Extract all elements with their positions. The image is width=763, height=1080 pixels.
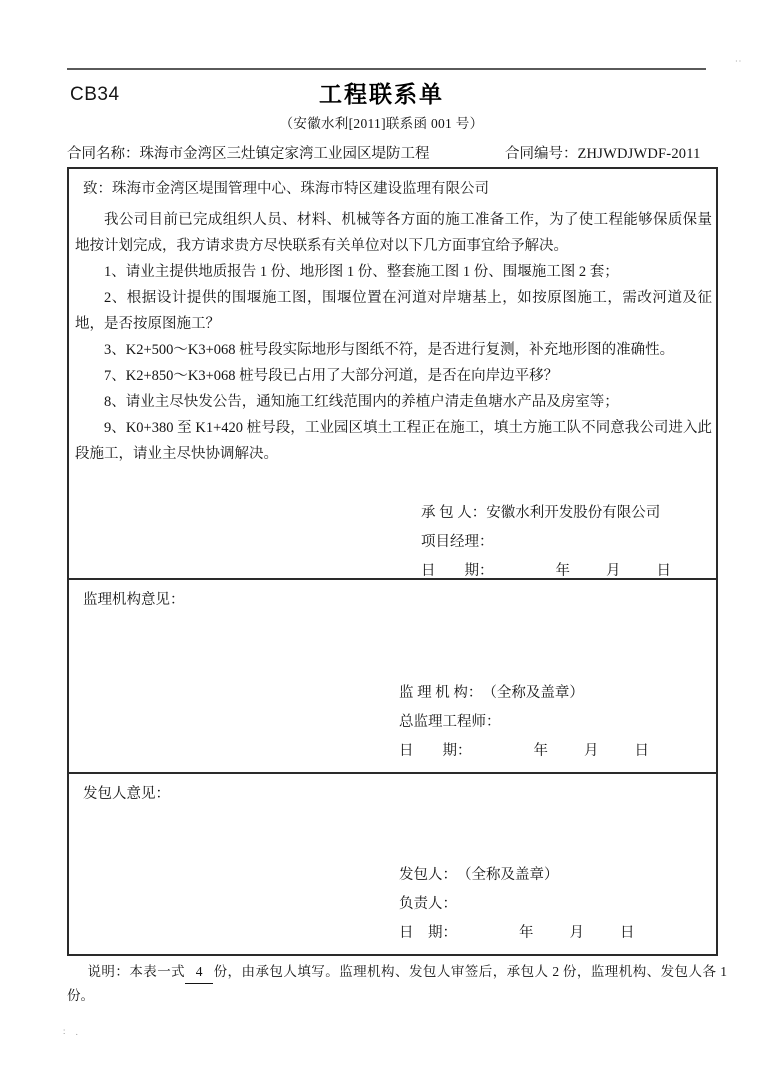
employer-opinion-heading: 发包人意见： (83, 786, 170, 802)
contract-info-line (67, 142, 712, 162)
year-label: 年 (533, 743, 548, 759)
employer-name-row (399, 861, 635, 890)
main-form-table (67, 167, 718, 956)
form-code: CB34 (70, 84, 120, 105)
copies-count-blank: 4 (185, 960, 213, 984)
supervisor-date-row (399, 737, 649, 766)
footer-note-prefix: 说明：本表一式 (87, 964, 186, 979)
date-label: 日 期： (399, 743, 472, 759)
employer-section-body (69, 774, 716, 954)
contractor-label: 承 包 人： (421, 505, 487, 521)
supervisor-org-row (399, 679, 649, 708)
contractor-section (69, 169, 716, 578)
footer-artifact-mark: ∶ . (63, 1027, 82, 1037)
footer-note (67, 960, 727, 1007)
supervisor-section (69, 578, 716, 772)
supervisor-org-label: 监 理 机 构： (399, 685, 483, 701)
month-label: 月 (569, 925, 584, 941)
list-item: 2、根据设计提供的围堰施工图，围堰位置在河道对岸塘基上，如按原图施工，需改河道及征地，是否按原图施工？ (75, 290, 712, 332)
list-item: 7、K2+850～K3+068 桩号段已占用了大部分河道，是否在向岸边平移？ (104, 368, 559, 384)
list-item: 8、请业主尽快发公告，通知施工红线范围内的养植户清走鱼塘水产品及房室等； (104, 394, 619, 410)
contract-name-value: 珠海市金湾区三灶镇定家湾工业园区堤防工程 (139, 146, 430, 162)
footer-note-suffix: 份，由承包人填写。监理机构、发包人审签后，承包人 2 份，监理机构、发包人各 1 份。 (67, 964, 728, 1003)
document-subtitle: （安徽水利[2011]联系函 001 号） (279, 116, 484, 131)
employer-section (69, 772, 716, 954)
year-label: 年 (519, 925, 534, 941)
date-label: 日 期： (399, 925, 457, 941)
project-manager-row (421, 528, 671, 557)
employer-value: （全称及盖章） (457, 867, 559, 883)
contractor-signature-block (421, 499, 671, 586)
corner-artifact-mark: ·· (735, 57, 743, 66)
month-label: 月 (606, 563, 621, 579)
contractor-section-body (69, 169, 716, 578)
date-label: 日 期： (421, 563, 494, 579)
employer-label: 发包人： (399, 867, 457, 883)
header-top-rule (67, 68, 706, 70)
supervisor-opinion-heading: 监理机构意见： (83, 592, 185, 608)
contract-number-value: ZHJWDJWDF-2011 (577, 146, 701, 162)
month-label: 月 (584, 743, 599, 759)
contract-name-field (67, 142, 430, 163)
contract-number-field (505, 142, 701, 163)
list-item: 3、K2+500～K3+068 桩号段实际地形与图纸不符，是否进行复测，补充地形图的准确性。 (104, 342, 675, 358)
supervisor-section-body (69, 580, 716, 772)
addressee-line: 致：珠海市金湾区堤围管理中心、珠海市特区建设监理有限公司 (83, 181, 489, 197)
responsible-person-row (399, 890, 635, 919)
contractor-value: 安徽水利开发股份有限公司 (486, 505, 661, 521)
chief-engineer-label: 总监理工程师： (399, 714, 501, 730)
contract-number-label: 合同编号： (505, 146, 578, 162)
project-manager-label: 项目经理： (421, 534, 494, 550)
contractor-name-row (421, 499, 671, 528)
contract-name-label: 合同名称： (67, 146, 140, 162)
page-title: 工程联系单 (319, 82, 444, 108)
list-item: 9、K0+380 至 K1+420 桩号段，工业园区填土工程正在施工，填土方施工队不同意我公司进入此段施工，请业主尽快协调解决。 (75, 420, 712, 462)
day-label: 日 (656, 563, 671, 579)
supervisor-signature-block (399, 679, 649, 766)
intro-paragraph: 我公司目前已完成组织人员、材料、机械等各方面的施工准备工作，为了使工程能够保质保量地按计划完成，我方请求贵方尽快联系有关单位对以下几方面事宜给予解决。 (75, 212, 712, 254)
list-item: 1、请业主提供地质报告 1 份、地形图 1 份、整套施工图 1 份、围堰施工图 2 套； (104, 264, 619, 280)
year-label: 年 (555, 563, 570, 579)
day-label: 日 (620, 925, 635, 941)
employer-signature-block (399, 861, 635, 948)
day-label: 日 (634, 743, 649, 759)
responsible-person-label: 负责人： (399, 896, 457, 912)
employer-date-row (399, 919, 635, 948)
chief-engineer-row (399, 708, 649, 737)
supervisor-org-value: （全称及盖章） (482, 685, 584, 701)
